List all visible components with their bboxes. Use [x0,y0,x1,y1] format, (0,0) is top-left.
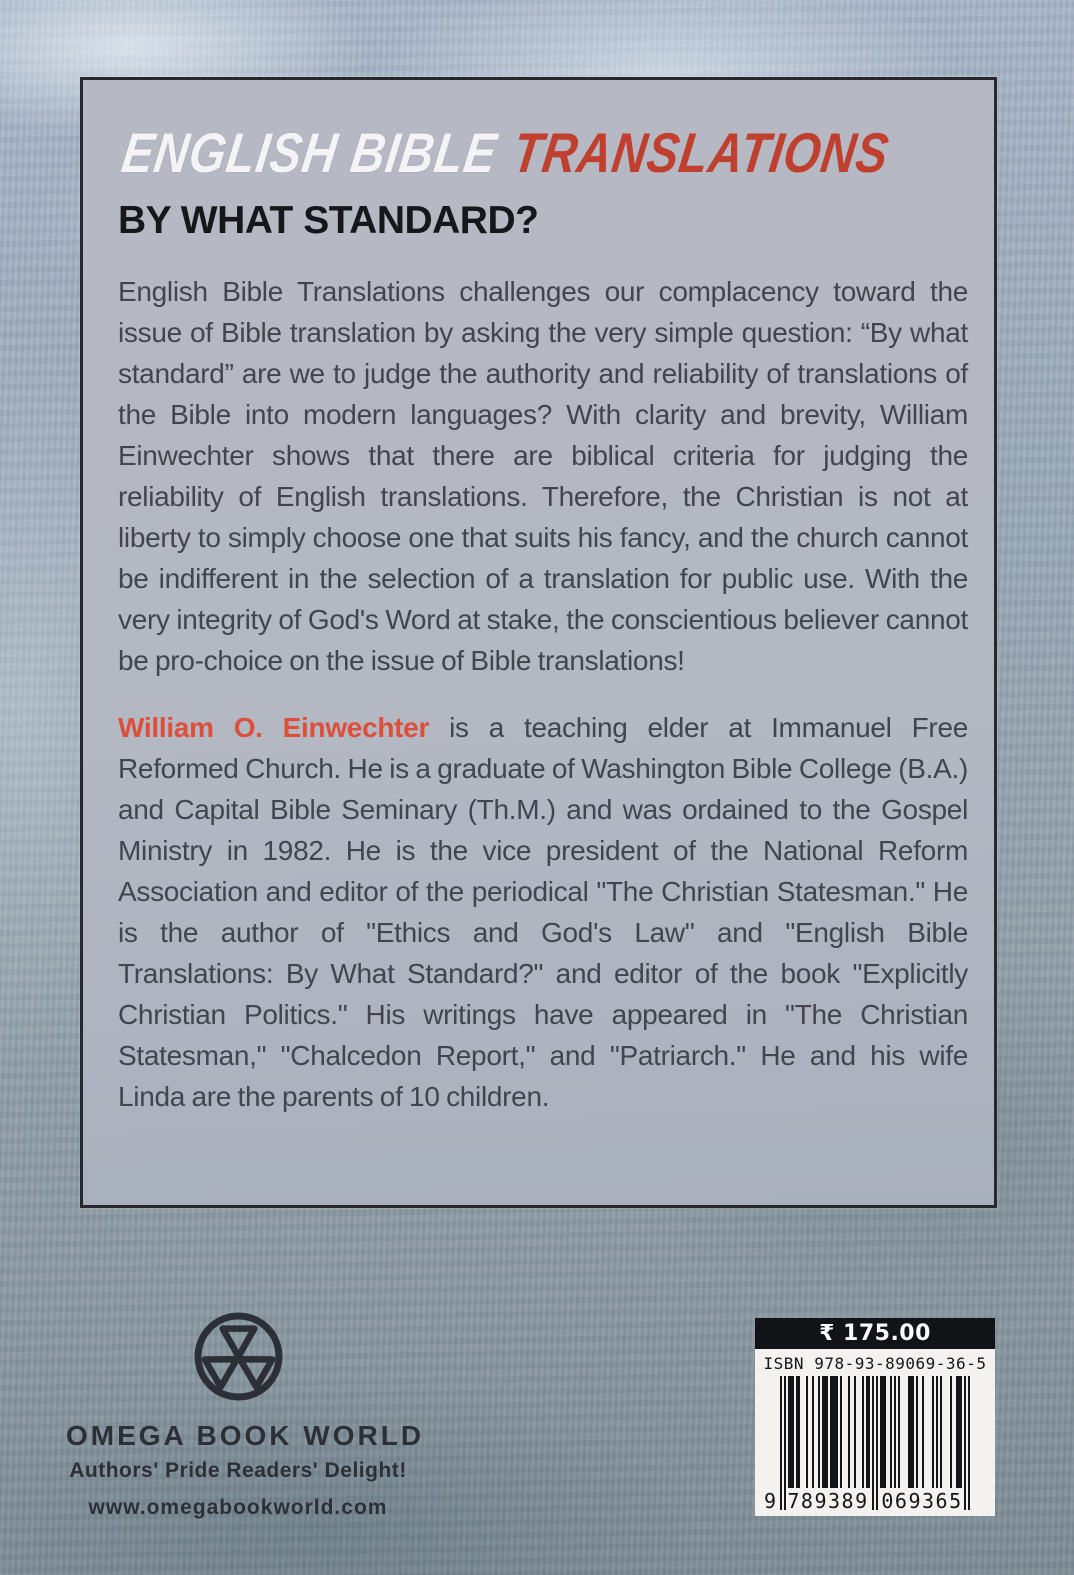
barcode-bars [764,1376,970,1513]
publisher-website: www.omegabookworld.com [88,1496,388,1519]
barcode-digit-first: 9 [764,1489,777,1513]
title-english-bible: ENGLISH BIBLE [118,121,502,184]
trefoil-logo-icon [192,1310,285,1403]
book-title [118,120,894,185]
author-name: William O. Einwechter [118,712,430,743]
publisher-block [66,1310,425,1520]
book-subtitle: BY WHAT STANDARD? [118,199,539,242]
publisher-name: OMEGA BOOK WORLD [66,1420,425,1451]
synopsis-paragraph: English Bible Translations challenges our complacency toward the issue of Bible translation by asking the very simple question: “By what standard” are we to judge the authority and reliability of translations of the Bible into modern languages? With clarity and brevity, William Einwechter shows that there are biblical criteria for judging the reliability of English translations. Therefore, the Christian is not at liberty to simply choose one that suits his fancy, and the church cannot be indifferent in the selection of a translation for public use. With the very integrity of God's Word at stake, the conscientious believer cannot be pro-choice on the issue of Bible translations! [118,276,968,676]
barcode-digits-left: 789389 [787,1489,869,1513]
barcode-digits-right: 069365 [881,1489,963,1513]
title-translations: TRANSLATIONS [509,121,894,184]
publisher-tagline: Authors' Pride Readers' Delight! [69,1459,407,1482]
synopsis-panel [80,77,997,1208]
barcode-panel [755,1349,995,1516]
price-isbn-block [755,1318,995,1516]
author-bio-text: is a teaching elder at Immanuel Free Reformed Church. He is a graduate of Washington Bible College (B.A.) and Capital Bible Seminary (Th.M.) and was ordained to the Gospel Ministry in 1982. He is the vice president of the National Reform Association and editor of the periodical "The Christian Statesman." He is the author of "Ethics and God's Law" and "English Bible Translations: By What Standard?" and editor of the book "Explicitly Christian Politics." His writings have appeared in "The Christian Statesman," "Chalcedon Report," and "Patriarch." He and his wife Linda are the parents of 10 children. [118,712,968,1112]
isbn-label: ISBN 978-93-89069-36-5 [763,1354,987,1373]
price-label: ₹ 175.00 [755,1318,995,1349]
author-bio [118,707,968,1117]
